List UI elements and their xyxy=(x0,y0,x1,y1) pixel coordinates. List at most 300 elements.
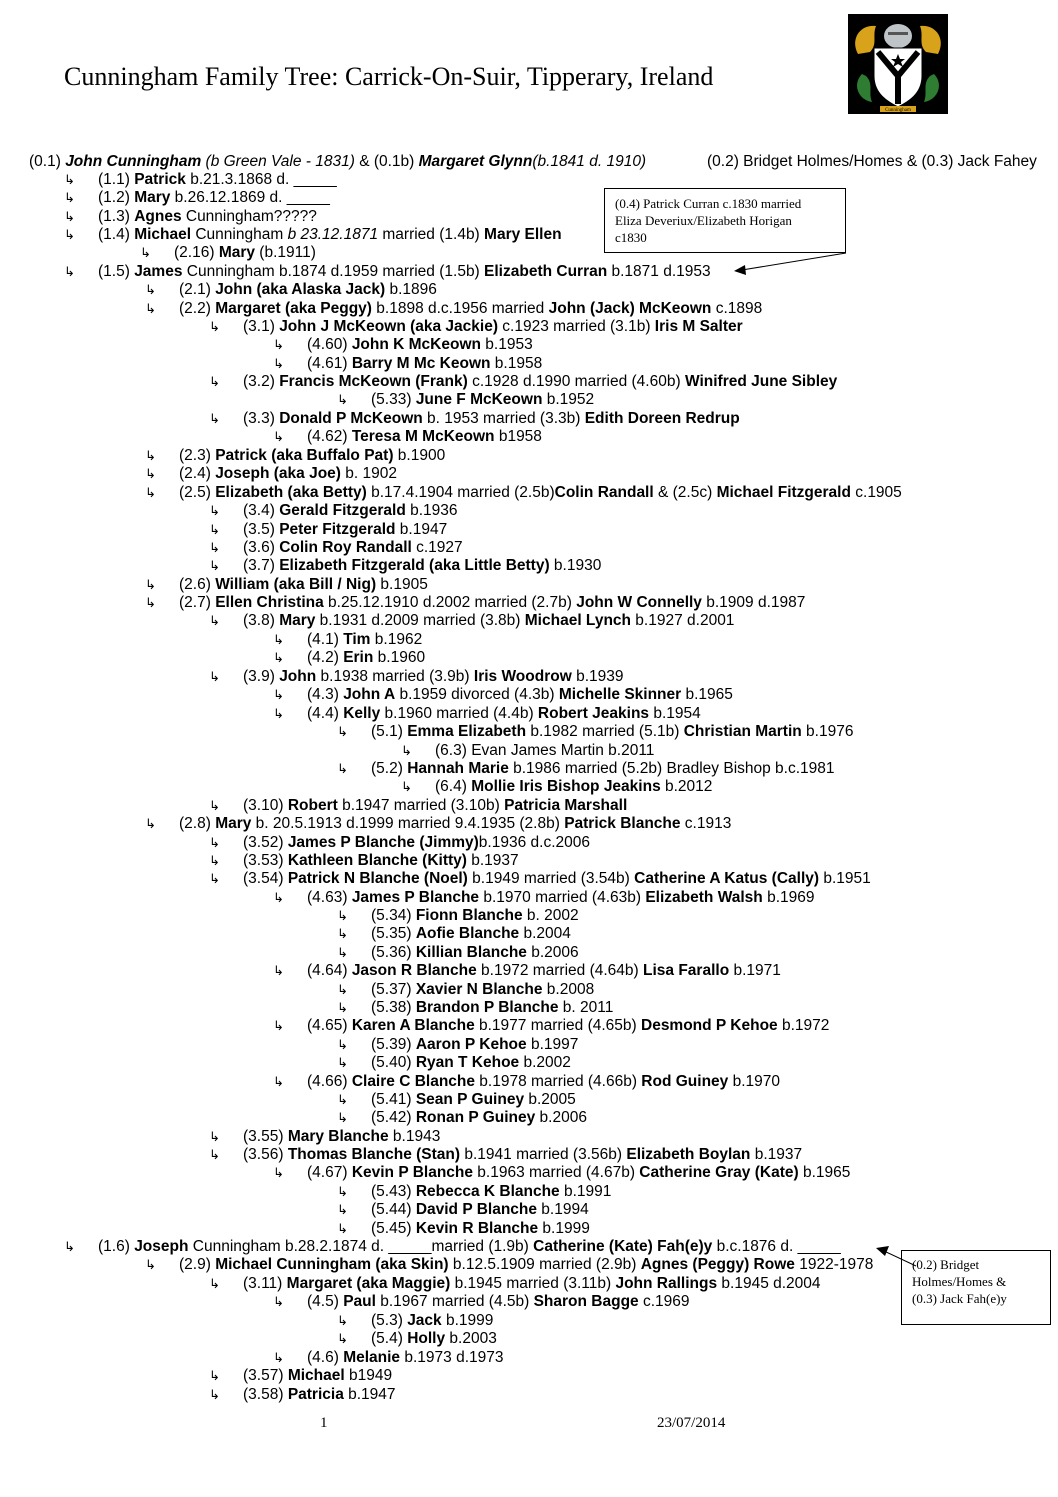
branch-arrow-icon: ↳ xyxy=(337,1093,348,1108)
entry-details: b.17.4.1904 married (2.5b) xyxy=(366,484,555,501)
person-name: Colin Roy Randall xyxy=(279,539,412,556)
person-name: Ryan T Kehoe xyxy=(415,1054,520,1071)
person-name: Xavier N Blanche xyxy=(415,981,543,998)
branch-arrow-icon: ↳ xyxy=(209,1388,220,1403)
entry-code: (5.45) xyxy=(371,1220,416,1237)
entry-details: b1949 xyxy=(344,1367,393,1384)
entry-details: b.1972 married (4.64b) xyxy=(476,962,644,979)
person-name: John J McKeown (aka Jackie) xyxy=(279,318,498,335)
entry-code: (3.3) xyxy=(243,410,280,427)
footer-date: 23/07/2014 xyxy=(657,1415,726,1431)
person-name: James P Blanche (Jimmy) xyxy=(287,834,479,851)
person-name: Fionn Blanche xyxy=(415,907,523,924)
entry-details: b.12.5.1909 married (2.9b) xyxy=(448,1256,641,1273)
entry-details: b.1982 married (5.1b) xyxy=(526,723,684,740)
root-couple: (0.1) John Cunningham (b Green Vale - 1831) & (0.1b) Margaret Glynn(b.1841 d. 1910) xyxy=(29,153,647,170)
person-name: Mary xyxy=(215,815,252,832)
entry-details: b.1943 xyxy=(388,1128,441,1145)
branch-arrow-icon: ↳ xyxy=(273,1166,284,1181)
note-box-curran: (0.4) Patrick Curran c.1830 married Eliza Deveriux/Elizabeth Horigan c1830 xyxy=(604,188,846,253)
entry-details: b.1991 xyxy=(559,1183,612,1200)
spouse-name: Lisa Farallo xyxy=(643,962,730,979)
entry-code: (4.4) xyxy=(307,705,344,722)
entry-details: c.1927 xyxy=(411,539,463,556)
branch-arrow-icon: ↳ xyxy=(209,541,220,556)
entry-details: b.c.1876 d. _____ xyxy=(712,1238,841,1255)
entry-details: c.1928 d.1990 married (4.60b) xyxy=(467,373,685,390)
entry-details: b.1947 xyxy=(343,1386,396,1403)
entry-details: b.1972 xyxy=(777,1017,830,1034)
person-name: David P Blanche xyxy=(415,1201,537,1218)
entry-details: b.1937 xyxy=(750,1146,803,1163)
branch-arrow-icon: ↳ xyxy=(337,762,348,777)
entry-code: (5.36) xyxy=(371,944,416,961)
entry-code: (2.3) xyxy=(179,447,216,464)
person-name: Gerald Fitzgerald xyxy=(279,502,406,519)
person-name: Jack xyxy=(407,1312,442,1329)
person-name: Elizabeth (aka Betty) xyxy=(215,484,367,501)
person-name: Teresa M McKeown xyxy=(351,428,495,445)
entry-details: b.1986 married (5.2b) Bradley Bishop b.c.1981 xyxy=(508,760,835,777)
entry-code: (1.4) xyxy=(98,226,135,243)
entry-details: b.1963 married (4.67b) xyxy=(473,1164,640,1181)
entry-details: Cunningham b.28.2.1874 d. _____married (1.9b) xyxy=(188,1238,534,1255)
branch-arrow-icon: ↳ xyxy=(145,449,156,464)
spouse-name: Colin Randall xyxy=(554,484,654,501)
entry-code: (1.6) xyxy=(98,1238,135,1255)
person-name: Kevin R Blanche xyxy=(415,1220,539,1237)
note-box-fahey: (0.2) Bridget Holmes/Homes & (0.3) Jack Fah(e)y xyxy=(901,1250,1051,1325)
entry-code: (3.10) xyxy=(243,797,288,814)
person-name: Melanie xyxy=(343,1349,401,1366)
entry-details: b.1970 married (4.63b) xyxy=(479,889,646,906)
person-name: June F McKeown xyxy=(415,391,543,408)
entry-details: b.1939 xyxy=(571,668,624,685)
spouse-name: Rod Guiney xyxy=(641,1073,729,1090)
person-name: Margaret (aka Maggie) xyxy=(286,1275,451,1292)
person-name: Claire C Blanche xyxy=(351,1073,475,1090)
person-name: James P Blanche xyxy=(351,889,480,906)
person-name: Erin xyxy=(343,649,374,666)
entry-details: b.1970 xyxy=(728,1073,780,1090)
branch-arrow-icon: ↳ xyxy=(337,1222,348,1237)
spouse-name: Desmond P Kehoe xyxy=(641,1017,778,1034)
entry-code: (5.38) xyxy=(371,999,416,1016)
branch-arrow-icon: ↳ xyxy=(273,338,284,353)
branch-arrow-icon: ↳ xyxy=(273,964,284,979)
branch-arrow-icon: ↳ xyxy=(209,1369,220,1384)
entry-details: Cunningham xyxy=(191,226,288,243)
spouse-name: John Rallings xyxy=(615,1275,718,1292)
entry-details: c.1923 married (3.1b) xyxy=(498,318,655,335)
entry-details: b 23.12.1871 xyxy=(287,226,379,243)
branch-arrow-icon: ↳ xyxy=(337,1314,348,1329)
entry-details: b.1938 married (3.9b) xyxy=(316,668,474,685)
person-name: Ellen Christina xyxy=(215,594,324,611)
branch-arrow-icon: ↳ xyxy=(337,1001,348,1016)
entry-code: (2.4) xyxy=(179,465,216,482)
person-name: Hannah Marie xyxy=(407,760,509,777)
spouse-name: Robert Jeakins xyxy=(537,705,650,722)
spouse-name: Catherine Gray (Kate) xyxy=(639,1164,799,1181)
entry-details: (b.1911) xyxy=(255,244,316,261)
branch-arrow-icon: ↳ xyxy=(64,265,75,280)
branch-arrow-icon: ↳ xyxy=(401,744,412,759)
person-name: Holly xyxy=(407,1330,446,1347)
branch-arrow-icon: ↳ xyxy=(209,412,220,427)
entry-code: (3.11) xyxy=(243,1275,287,1292)
entry-details: b.1954 xyxy=(649,705,701,722)
entry-details: b.2006 xyxy=(526,944,579,961)
person-name: Kathleen Blanche (Kitty) xyxy=(287,852,467,869)
entry-details: b.1951 xyxy=(819,870,871,887)
branch-arrow-icon: ↳ xyxy=(145,817,156,832)
spouse-name: John (Jack) McKeown xyxy=(548,300,712,317)
entry-details: c.1898 xyxy=(711,300,763,317)
branch-arrow-icon: ↳ xyxy=(273,707,284,722)
person-name: Brandon P Blanche xyxy=(415,999,559,1016)
entry-code: (3.6) xyxy=(243,539,280,556)
entry-details: b.1997 xyxy=(526,1036,579,1053)
entry-code: (5.33) xyxy=(371,391,416,408)
branch-arrow-icon: ↳ xyxy=(337,946,348,961)
crest-caption: Cunningham xyxy=(885,108,911,113)
entry-code: (1.3) xyxy=(98,208,135,225)
entry-code: (2.5) xyxy=(179,484,216,501)
person-name: Thomas Blanche (Stan) xyxy=(287,1146,461,1163)
entry-details: b.1977 married (4.65b) xyxy=(474,1017,641,1034)
entry-details: b.2006 xyxy=(535,1109,587,1126)
entry-details: b.1930 xyxy=(549,557,602,574)
spouse-name: Michael Fitzgerald xyxy=(716,484,851,501)
branch-arrow-icon: ↳ xyxy=(209,799,220,814)
entry-details: b. 2002 xyxy=(522,907,579,924)
branch-arrow-icon: ↳ xyxy=(145,302,156,317)
entry-details: b.1978 married (4.66b) xyxy=(475,1073,642,1090)
branch-arrow-icon: ↳ xyxy=(209,614,220,629)
branch-arrow-icon: ↳ xyxy=(401,780,412,795)
entry-code: (4.65) xyxy=(307,1017,352,1034)
entry-details: b.1976 xyxy=(801,723,854,740)
entry-code: (5.4) xyxy=(371,1330,408,1347)
person-name: Joseph xyxy=(134,1238,189,1255)
spouse-name: Michelle Skinner xyxy=(558,686,682,703)
entry-code: (5.2) xyxy=(371,760,408,777)
person-name: Aofie Blanche xyxy=(415,925,520,942)
branch-arrow-icon: ↳ xyxy=(273,1075,284,1090)
person-name: John xyxy=(279,668,317,685)
person-name: Rebecca K Blanche xyxy=(415,1183,560,1200)
entry-details: b.1965 xyxy=(798,1164,851,1181)
person-name: Patrick (aka Buffalo Pat) xyxy=(215,447,394,464)
entry-code: (1.2) xyxy=(98,189,135,206)
person-name: John K McKeown xyxy=(351,336,481,353)
person-name: Francis McKeown (Frank) xyxy=(279,373,468,390)
person-name: Agnes xyxy=(134,208,182,225)
person-name: Patricia xyxy=(287,1386,344,1403)
branch-arrow-icon: ↳ xyxy=(273,633,284,648)
entry-code: (2.2) xyxy=(179,300,216,317)
root-side-note: (0.2) Bridget Holmes/Homes & (0.3) Jack Fahey xyxy=(707,153,1037,170)
entry-code: (2.1) xyxy=(179,281,216,298)
curran-connector xyxy=(742,253,846,270)
branch-arrow-icon: ↳ xyxy=(209,854,220,869)
branch-arrow-icon: ↳ xyxy=(273,688,284,703)
branch-arrow-icon: ↳ xyxy=(273,1351,284,1366)
entry-code: (3.53) xyxy=(243,852,288,869)
entry-code: (3.56) xyxy=(243,1146,288,1163)
person-name: Sean P Guiney xyxy=(415,1091,525,1108)
person-name: Tim xyxy=(343,631,371,648)
entry-code: (2.16) xyxy=(174,244,219,261)
page-number: 1 xyxy=(320,1415,328,1431)
entry-details: b.1905 xyxy=(376,576,428,593)
person-name: Kevin P Blanche xyxy=(351,1164,473,1181)
person-name: John (aka Alaska Jack) xyxy=(215,281,386,298)
entry-details: b.1958 xyxy=(490,355,543,372)
entry-code: (3.8) xyxy=(243,612,280,629)
entry-code: (2.9) xyxy=(179,1256,216,1273)
branch-arrow-icon: ↳ xyxy=(209,872,220,887)
fahey-connector xyxy=(884,1251,916,1266)
branch-arrow-icon: ↳ xyxy=(64,173,75,188)
entry-code: (5.35) xyxy=(371,925,416,942)
entry-details: b.2004 xyxy=(519,925,571,942)
entry-details: b.1945 married (3.11b) xyxy=(450,1275,616,1292)
branch-arrow-icon: ↳ xyxy=(145,596,156,611)
person-name: Barry M Mc Keown xyxy=(351,355,491,372)
entry-details: b.1947 xyxy=(395,521,448,538)
branch-arrow-icon: ↳ xyxy=(273,1295,284,1310)
entry-details: b1958 xyxy=(494,428,542,445)
spouse-name: Winifred June Sibley xyxy=(684,373,838,390)
entry-code: (4.63) xyxy=(307,889,352,906)
entry-code: (5.3) xyxy=(371,1312,408,1329)
branch-arrow-icon: ↳ xyxy=(337,1056,348,1071)
entry-code: (2.8) xyxy=(179,815,216,832)
branch-arrow-icon: ↳ xyxy=(337,909,348,924)
spouse-name: Edith Doreen Redrup xyxy=(584,410,740,427)
entry-details: b.1960 xyxy=(373,649,426,666)
entry-code: (5.34) xyxy=(371,907,416,924)
entry-details: b.1947 married (3.10b) xyxy=(337,797,505,814)
spouse-name: Elizabeth Curran xyxy=(484,263,608,280)
entry-details: Evan James Martin b.2011 xyxy=(471,742,655,759)
entry-details: 1922-1978 xyxy=(794,1256,874,1273)
branch-arrow-icon: ↳ xyxy=(64,1240,75,1255)
entry-code: (5.1) xyxy=(371,723,408,740)
person-name: William (aka Bill / Nig) xyxy=(215,576,377,593)
entry-details: b.1945 d.2004 xyxy=(717,1275,821,1292)
entry-code: (5.40) xyxy=(371,1054,416,1071)
entry-code: (5.42) xyxy=(371,1109,416,1126)
person-name: James xyxy=(134,263,183,280)
entry-details: b.1971 xyxy=(729,962,781,979)
person-name: Patrick xyxy=(134,171,186,188)
entry-details: b.2002 xyxy=(519,1054,571,1071)
branch-arrow-icon: ↳ xyxy=(145,1258,156,1273)
entry-details: c.1905 xyxy=(850,484,902,501)
entry-details: & (2.5c) xyxy=(653,484,717,501)
entry-details: b.1999 xyxy=(441,1312,494,1329)
entry-details: married (1.4b) xyxy=(378,226,485,243)
entry-details: b.1994 xyxy=(537,1201,589,1218)
branch-arrow-icon: ↳ xyxy=(209,1277,220,1292)
entry-code: (3.52) xyxy=(243,834,288,851)
entry-details: b.1936 d.c.2006 xyxy=(478,834,590,851)
branch-arrow-icon: ↳ xyxy=(209,1148,220,1163)
spouse-name: Elizabeth Walsh xyxy=(645,889,763,906)
entry-code: (5.43) xyxy=(371,1183,416,1200)
person-name: Elizabeth Fitzgerald (aka Little Betty) xyxy=(279,557,550,574)
entry-details: Cunningham b.1874 d.1959 married (1.5b) xyxy=(182,263,485,280)
entry-details: b.1927 d.2001 xyxy=(631,612,735,629)
entry-details: b. 1902 xyxy=(340,465,397,482)
person-name: Robert xyxy=(287,797,338,814)
branch-arrow-icon: ↳ xyxy=(337,1332,348,1347)
entry-details: b.1936 xyxy=(405,502,458,519)
entry-details: b.1969 xyxy=(762,889,815,906)
entry-details: b.1937 xyxy=(466,852,519,869)
entry-code: (4.1) xyxy=(307,631,344,648)
entry-code: (3.5) xyxy=(243,521,280,538)
entry-code: (4.66) xyxy=(307,1073,352,1090)
branch-arrow-icon: ↳ xyxy=(337,1203,348,1218)
entry-code: (3.7) xyxy=(243,557,280,574)
branch-arrow-icon: ↳ xyxy=(337,927,348,942)
entry-code: (3.1) xyxy=(243,318,280,335)
spouse-name: John W Connelly xyxy=(576,594,702,611)
entry-code: (3.9) xyxy=(243,668,280,685)
person-name: Killian Blanche xyxy=(415,944,527,961)
entry-code: (4.62) xyxy=(307,428,352,445)
entry-code: (3.55) xyxy=(243,1128,288,1145)
branch-arrow-icon: ↳ xyxy=(209,375,220,390)
branch-arrow-icon: ↳ xyxy=(145,578,156,593)
entry-details: b.25.12.1910 d.2002 married (2.7b) xyxy=(323,594,577,611)
entry-details: b.2008 xyxy=(542,981,595,998)
person-name: Aaron P Kehoe xyxy=(415,1036,527,1053)
entry-details: c.1969 xyxy=(638,1293,690,1310)
page-title: Cunningham Family Tree: Carrick-On-Suir, Tipperary, Ireland xyxy=(64,62,714,91)
branch-arrow-icon: ↳ xyxy=(209,320,220,335)
branch-arrow-icon: ↳ xyxy=(64,228,75,243)
branch-arrow-icon: ↳ xyxy=(273,430,284,445)
entry-details: b. 20.5.1913 d.1999 married 9.4.1935 (2.8b) xyxy=(251,815,565,832)
entry-code: (1.5) xyxy=(98,263,135,280)
spouse-name: Christian Martin xyxy=(683,723,802,740)
entry-details: b.21.3.1868 d. _____ xyxy=(185,171,337,188)
entry-code: (3.54) xyxy=(243,870,288,887)
entry-details: b.1898 d.c.1956 married xyxy=(371,300,549,317)
entry-code: (3.4) xyxy=(243,502,280,519)
person-name: Mary Blanche xyxy=(287,1128,389,1145)
person-name: Karen A Blanche xyxy=(351,1017,475,1034)
entry-details: b.1962 xyxy=(370,631,423,648)
branch-arrow-icon: ↳ xyxy=(145,467,156,482)
entry-details: b.1959 divorced (4.3b) xyxy=(395,686,559,703)
entry-details: b.1900 xyxy=(393,447,446,464)
entry-details: b.26.12.1869 d. _____ xyxy=(170,189,330,206)
branch-arrow-icon: ↳ xyxy=(209,670,220,685)
person-name: Mary xyxy=(279,612,316,629)
entry-code: (3.2) xyxy=(243,373,280,390)
entry-details: b.1896 xyxy=(385,281,437,298)
spouse-name: Michael Lynch xyxy=(524,612,631,629)
entry-details: b.1941 married (3.56b) xyxy=(460,1146,627,1163)
person-name: Donald P McKeown xyxy=(279,410,423,427)
spouse-name: Iris M Salter xyxy=(654,318,743,335)
spouse-name: Agnes (Peggy) Rowe xyxy=(640,1256,795,1273)
entry-details: b.1999 xyxy=(538,1220,590,1237)
person-name: Peter Fitzgerald xyxy=(279,521,396,538)
entry-code: (2.7) xyxy=(179,594,216,611)
entry-details: b.1931 d.2009 married (3.8b) xyxy=(315,612,525,629)
person-name: Ronan P Guiney xyxy=(415,1109,536,1126)
entry-code: (4.2) xyxy=(307,649,344,666)
spouse-name: Elizabeth Boylan xyxy=(626,1146,751,1163)
branch-arrow-icon: ↳ xyxy=(337,1185,348,1200)
entry-code: (3.58) xyxy=(243,1386,288,1403)
branch-arrow-icon: ↳ xyxy=(64,191,75,206)
person-name: Mary xyxy=(134,189,171,206)
fahey-arrowhead-icon xyxy=(876,1246,889,1256)
entry-details: b.1967 married (4.5b) xyxy=(375,1293,534,1310)
entry-code: (6.3) xyxy=(435,742,472,759)
entry-code: (3.57) xyxy=(243,1367,288,1384)
spouse-name: Patrick Blanche xyxy=(564,815,681,832)
person-name: Michael xyxy=(134,226,192,243)
entry-details: b.1953 xyxy=(480,336,533,353)
entry-details: b.1952 xyxy=(542,391,595,408)
entry-details: b. 2011 xyxy=(558,999,614,1016)
branch-arrow-icon: ↳ xyxy=(337,983,348,998)
person-name: Paul xyxy=(343,1293,376,1310)
entry-code: (2.6) xyxy=(179,576,216,593)
entry-code: (6.4) xyxy=(435,778,472,795)
branch-arrow-icon: ↳ xyxy=(337,393,348,408)
entry-code: (1.1) xyxy=(98,171,135,188)
spouse-name: Catherine A Katus (Cally) xyxy=(634,870,820,887)
entry-code: (4.60) xyxy=(307,336,352,353)
entry-details: b.1973 d.1973 xyxy=(400,1349,504,1366)
entry-code: (4.67) xyxy=(307,1164,352,1181)
entry-code: (5.41) xyxy=(371,1091,416,1108)
spouse-name: Catherine (Kate) Fah(e)y xyxy=(533,1238,713,1255)
person-name: Kelly xyxy=(343,705,381,722)
person-name: Jason R Blanche xyxy=(351,962,477,979)
entry-code: (5.39) xyxy=(371,1036,416,1053)
branch-arrow-icon: ↳ xyxy=(209,559,220,574)
spouse-name: Sharon Bagge xyxy=(533,1293,639,1310)
person-name: Mary xyxy=(218,244,255,261)
branch-arrow-icon: ↳ xyxy=(337,1111,348,1126)
person-name: Margaret (aka Peggy) xyxy=(215,300,372,317)
spouse-name: Mary Ellen xyxy=(484,226,562,243)
entry-code: (5.37) xyxy=(371,981,416,998)
entry-details: b.1909 d.1987 xyxy=(701,594,806,611)
person-name: Michael xyxy=(287,1367,345,1384)
entry-details: b.1871 d.1953 xyxy=(607,263,711,280)
entry-code: (5.44) xyxy=(371,1201,416,1218)
entry-code: (4.6) xyxy=(307,1349,344,1366)
person-name: Emma Elizabeth xyxy=(407,723,527,740)
curran-arrowhead-icon xyxy=(734,265,746,275)
branch-arrow-icon: ↳ xyxy=(273,651,284,666)
branch-arrow-icon: ↳ xyxy=(209,523,220,538)
spouse-name: Patricia Marshall xyxy=(504,797,628,814)
person-name: Michael Cunningham (aka Skin) xyxy=(215,1256,449,1273)
